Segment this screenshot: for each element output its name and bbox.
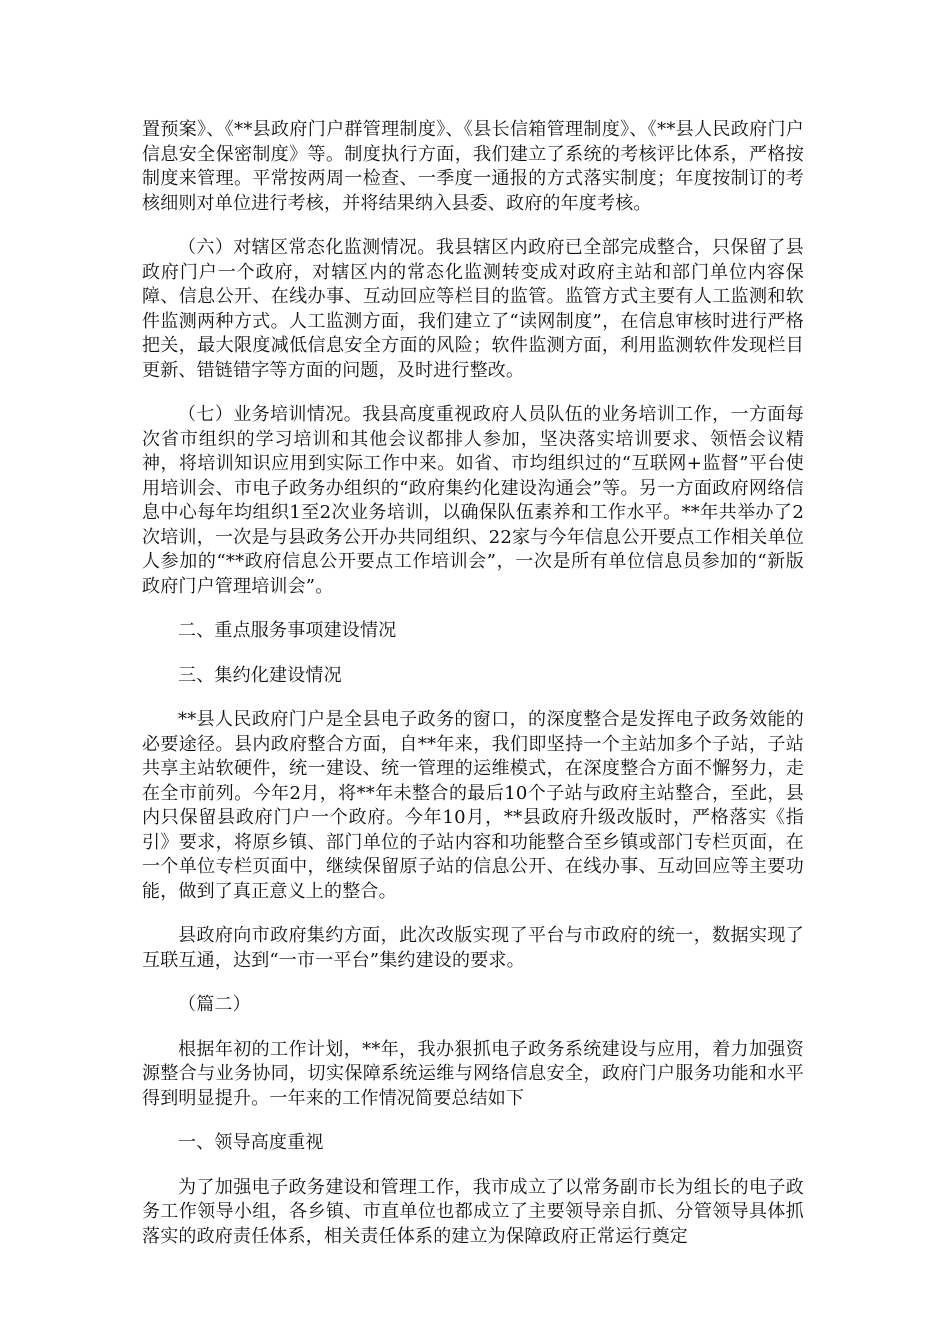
document-body (142, 118, 804, 1269)
section-heading-part-two: （篇二） (178, 994, 251, 1015)
paragraph-monitoring: （六）对辖区常态化监测情况。我县辖区内政府已全部完成整合，只保留了县政府门户一个政府，对辖区内的常态化监测转变成对政府主站和部门单位内容保障、信息公开、在线办事、互动回应等栏目的监管。监管方式主要有人工监测和软件监测两种方式。人工监测方面，我们建立了“读网制度”，在信息审核时进行严格把关，最大限度减低信息安全方面的风险；软件监测方面，利用监测软件发现栏目更新、错链错字等方面的问题，及时进行整改。 (142, 237, 804, 381)
paragraph-leadership-group: 为了加强电子政务建设和管理工作，我市成立了以常务副市长为组长的电子政务工作领导小组，各乡镇、市直单位也都成立了主要领导亲自抓、分管领导具体抓落实的政府责任体系，相关责任体系的建立为保障政府正常运行奠定 (142, 1176, 804, 1247)
section-heading-leadership: 一、领导高度重视 (178, 1132, 324, 1153)
paragraph-city-intensive: 县政府向市政府集约方面，此次改版实现了平台与市政府的统一，数据实现了互联互通，达到“一市一平台”集约建设的要求。 (142, 925, 804, 971)
section-heading-key-services: 二、重点服务事项建设情况 (178, 620, 397, 641)
paragraph-system-assessment: 置预案》、《**县政府门户群管理制度》、《县长信箱管理制度》、《**县人民政府门户信息安全保密制度》等。制度执行方面，我们建立了系统的考核评比体系，严格按制度来管理。平常按两周一检查、一季度一通报的方式落实制度；年度按制订的考核细则对单位进行考核，并将结果纳入县委、政府的年度考核。 (142, 119, 804, 214)
paragraph-annual-plan: 根据年初的工作计划，**年，我办狠抓电子政务系统建设与应用，着力加强资源整合与业务协同，切实保障系统运维与网络信息安全，政府门户服务功能和水平得到明显提升。一年来的工作情况简要总结如下 (142, 1038, 804, 1109)
section-heading-intensive-construction: 三、集约化建设情况 (178, 664, 342, 686)
paragraph-training: （七）业务培训情况。我县高度重视政府人员队伍的业务培训工作，一方面每次省市组织的学习培训和其他会议都排人参加，坚决落实培训要求、领悟会议精神，将培训知识应用到实际工作中来。如省、市均组织过的“互联网+监督”平台使用培训会、市电子政务办组织的“政府集约化建设沟通会”等。另一方面政府网络信息中心每年均组织1至2次业务培训，以确保队伍素养和工作水平。**年共举办了2次培训，一次是与县政务公开办共同组织、22家与今年信息公开要点工作相关单位人参加的“**政府信息公开要点工作培训会”，一次是所有单位信息员参加的“新版政府门户管理培训会”。 (142, 404, 804, 597)
paragraph-portal-integration: **县人民政府门户是全县电子政务的窗口，的深度整合是发挥电子政务效能的必要途径。县内政府整合方面，自**年来，我们即坚持一个主站加多个子站，子站共享主站软硬件，统一建设、统一管理的运维模式，在深度整合方面不懈努力，走在全市前列。今年2月，将**年未整合的最后10个子站与政府主站整合，至此，县内只保留县政府门户一个政府。今年10月，**县政府升级改版时，严格落实《指引》要求，将原乡镇、部门单位的子站内容和功能整合至乡镇或部门专栏页面，在一个单位专栏页面中，继续保留原子站的信息公开、在线办事、互动回应等主要功能，做到了真正意义上的整合。 (142, 709, 804, 902)
